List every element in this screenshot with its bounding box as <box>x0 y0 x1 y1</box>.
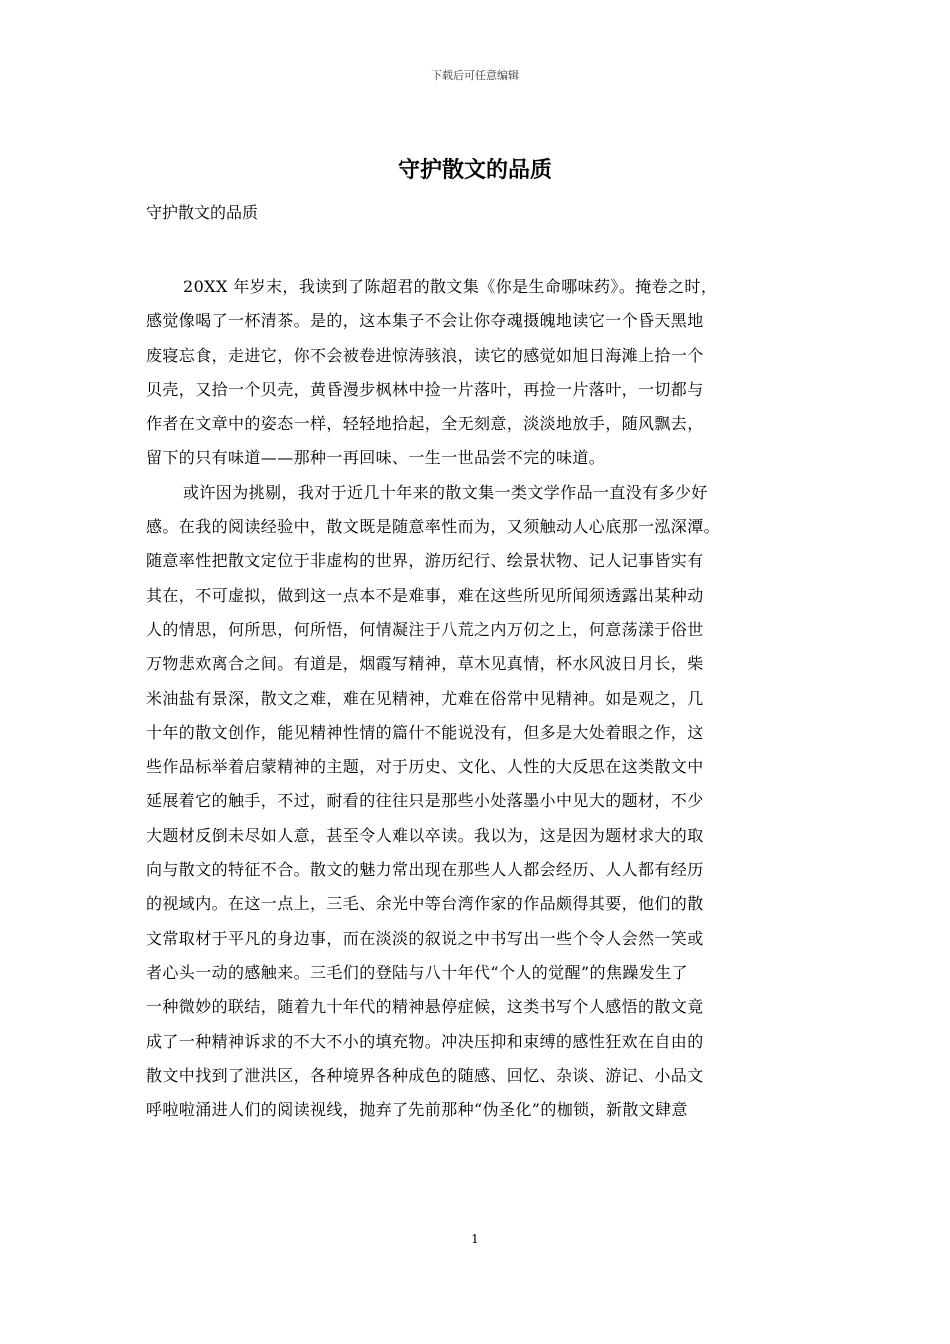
body-line: 延展着它的触手，不过，耐看的往往只是那些小处落墨小中见大的题材，不少 <box>146 791 704 811</box>
body-line: 十年的散文创作，能见精神性情的篇什不能说没有，但多是大处着眼之作，这 <box>146 722 704 742</box>
body-line: 留下的只有味道——那种一再回味、一生一世品尝不完的味道。 <box>146 448 606 468</box>
body-line: 呼啦啦涌进人们的阅读视线，抛弃了先前那种“伪圣化”的枷锁，新散文肆意 <box>146 1100 688 1120</box>
body-line: 贝壳，又拾一个贝壳，黄昏漫步枫林中捡一片落叶，再捡一片落叶，一切都与 <box>146 379 704 399</box>
body-line: 文常取材于平凡的身边事，而在淡淡的叙说之中书写出一些个令人会然一笑或 <box>146 928 704 948</box>
body-line: 其在，不可虚拟，做到这一点本不是难事，难在这些所见所闻须透露出某种动 <box>146 585 704 605</box>
body-text <box>146 274 811 1131</box>
body-line: 万物悲欢离合之间。有道是，烟霞写精神，草木见真情，杯水风波日月长，柴 <box>146 654 704 674</box>
body-line: 随意率性把散文定位于非虚构的世界，游历纪行、绘景状物、记人记事皆实有 <box>146 551 704 571</box>
body-line: 感。在我的阅读经验中，散文既是随意率性而为，又须触动人心底那一泓深潭。 <box>146 517 721 537</box>
body-line: 大题材反倒未尽如人意，甚至令人难以卒读。我以为，这是因为题材求大的取 <box>146 825 704 845</box>
body-line: 米油盐有景深，散文之难，难在见精神，尤难在俗常中见精神。如是观之，几 <box>146 688 704 708</box>
body-line: 或许因为挑剔，我对于近几十年来的散文集一类文学作品一直没有多少好 <box>183 482 708 502</box>
body-line: 人的情思，何所思，何所悟，何情凝注于八荒之内万仞之上，何意荡漾于俗世 <box>146 619 704 639</box>
body-line: 废寝忘食，走进它，你不会被卷进惊涛骇浪，读它的感觉如旭日海滩上拾一个 <box>146 345 704 365</box>
page-number: 1 <box>471 1232 479 1246</box>
body-line: 的视域内。在这一点上，三毛、余光中等台湾作家的作品颇得其要，他们的散 <box>146 894 704 914</box>
body-line: 一种微妙的联结，随着九十年代的精神悬停症候，这类书写个人感悟的散文竟 <box>146 997 704 1017</box>
body-line: 向与散文的特征不合。散文的魅力常出现在那些人人都会经历、人人都有经历 <box>146 860 704 880</box>
body-line: 者心头一动的感触来。三毛们的登陆与八十年代“个人的觉醒”的焦躁发生了 <box>146 962 688 982</box>
header-note: 下载后可任意编辑 <box>431 69 519 82</box>
document-title: 守护散文的品质 <box>397 157 552 183</box>
body-line: 20XX 年岁末，我读到了陈超君的散文集《你是生命哪味药》。掩卷之时， <box>183 277 718 296</box>
body-line: 作者在文章中的姿态一样，轻轻地拾起，全无刻意，淡淡地放手，随风飘去， <box>146 414 704 434</box>
body-line: 些作品标举着启蒙精神的主题，对于历史、文化、人性的大反思在这类散文中 <box>146 757 704 777</box>
document-subtitle: 守护散文的品质 <box>146 203 259 222</box>
body-line: 散文中找到了泄洪区，各种境界各种成色的随感、回忆、杂谈、游记、小品文 <box>146 1065 704 1085</box>
body-line: 感觉像喝了一杯清茶。是的，这本集子不会让你夺魂摄魄地读它一个昏天黑地 <box>146 311 704 331</box>
body-line: 成了一种精神诉求的不大不小的填充物。冲决压抑和束缚的感性狂欢在自由的 <box>146 1031 704 1051</box>
